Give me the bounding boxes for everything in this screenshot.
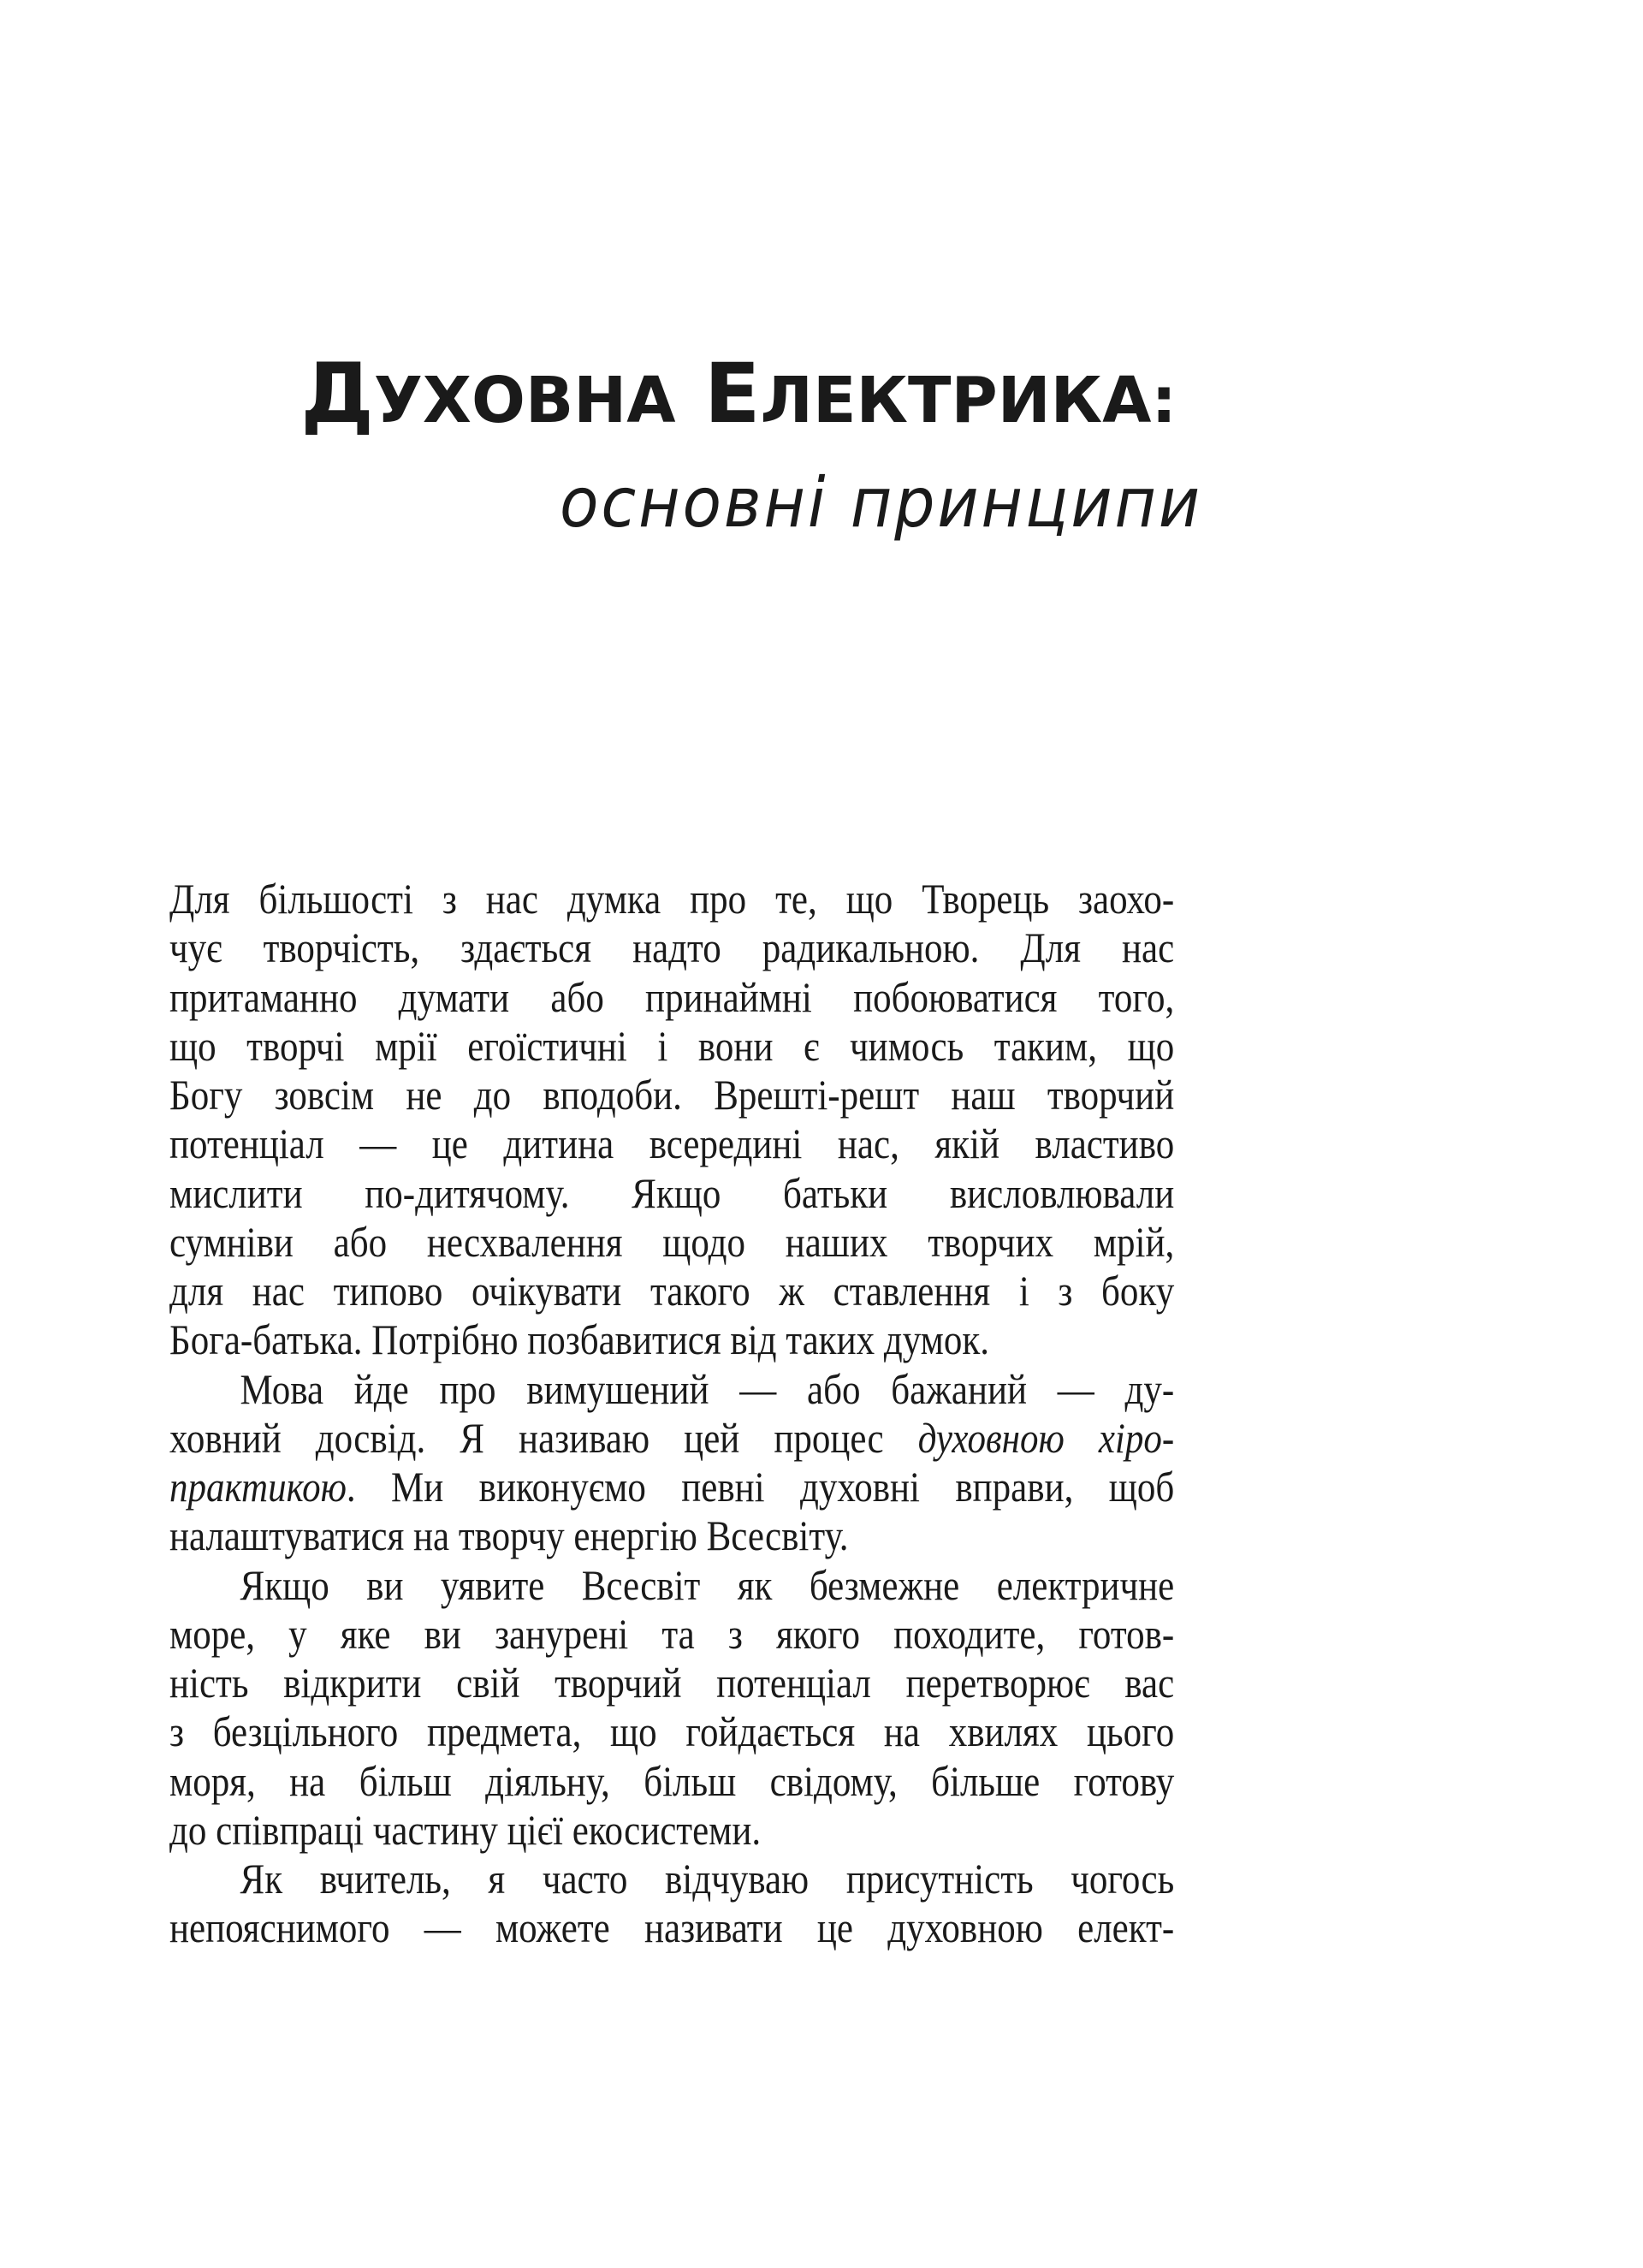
text-line: чує творчість, здається надто радикальною. Для нас — [169, 923, 1175, 972]
text-line: Для більшості з нас думка про те, що Творець заохо- — [169, 875, 1175, 923]
italic-term: духовною хіро- — [917, 1413, 1175, 1462]
text-line: Богу зовсім не до вподоби. Врешті-решт наш творчий — [169, 1071, 1175, 1119]
text-line: непояснимого — можете називати це духовною елект- — [169, 1903, 1175, 1952]
text-line: потенціал — це дитина всередині нас, якій властиво — [169, 1119, 1175, 1168]
text-line: сумніви або несхвалення щодо наших творчих мрій, — [169, 1217, 1175, 1266]
text-run: ховний досвід. Я називаю цей процес — [169, 1413, 918, 1462]
title-initial-2: Е — [703, 346, 761, 442]
text-line: мислити по-дитячому. Якщо батьки висловлювали — [169, 1168, 1175, 1217]
text-line: що творчі мрії егоїстичні і вони є чимось таким, що — [169, 1021, 1175, 1070]
text-line — [169, 1463, 1174, 1511]
chapter-subtitle: основні принципи — [560, 463, 1202, 543]
title-initial-1: Д — [300, 346, 374, 442]
chapter-title — [282, 347, 1177, 448]
paragraph-start-line: Мова йде про вимушений — або бажаний — ду- — [240, 1364, 1175, 1413]
text-line — [169, 1414, 1174, 1463]
text-run: . Ми виконуємо певні духовні вправи, щоб — [346, 1463, 1175, 1511]
paragraph-start-line: Як вчитель, я часто відчуваю присутність чогось — [240, 1855, 1175, 1903]
text-line: налаштуватися на творчу енергію Всесвіту. — [169, 1511, 849, 1560]
text-line: Бога-батька. Потрібно позбавитися від таких думок. — [169, 1315, 989, 1364]
title-word-2-rest: ЛЕКТРИКА: — [760, 364, 1177, 437]
paragraph-start-line: Якщо ви уявите Всесвіт як безмежне електричне — [240, 1560, 1175, 1609]
italic-term: практикою — [169, 1463, 347, 1511]
text-line: моря, на більш діяльну, більш свідому, більше готову — [169, 1756, 1175, 1805]
text-line: з безцільного предмета, що гойдається на хвилях цього — [169, 1707, 1175, 1756]
title-word-1-rest: УХОВНА — [373, 364, 676, 437]
text-line: море, у яке ви занурені та з якого походите, готов- — [169, 1609, 1175, 1658]
text-line: для нас типово очікувати такого ж ставлення і з боку — [169, 1267, 1175, 1315]
text-line: притаманно думати або принаймні побоюватися того, — [169, 972, 1175, 1021]
text-line: до співпраці частину цієї екосистеми. — [169, 1805, 762, 1854]
text-line: ність відкрити свій творчий потенціал перетворює вас — [169, 1659, 1175, 1707]
body-text — [169, 875, 1174, 1953]
